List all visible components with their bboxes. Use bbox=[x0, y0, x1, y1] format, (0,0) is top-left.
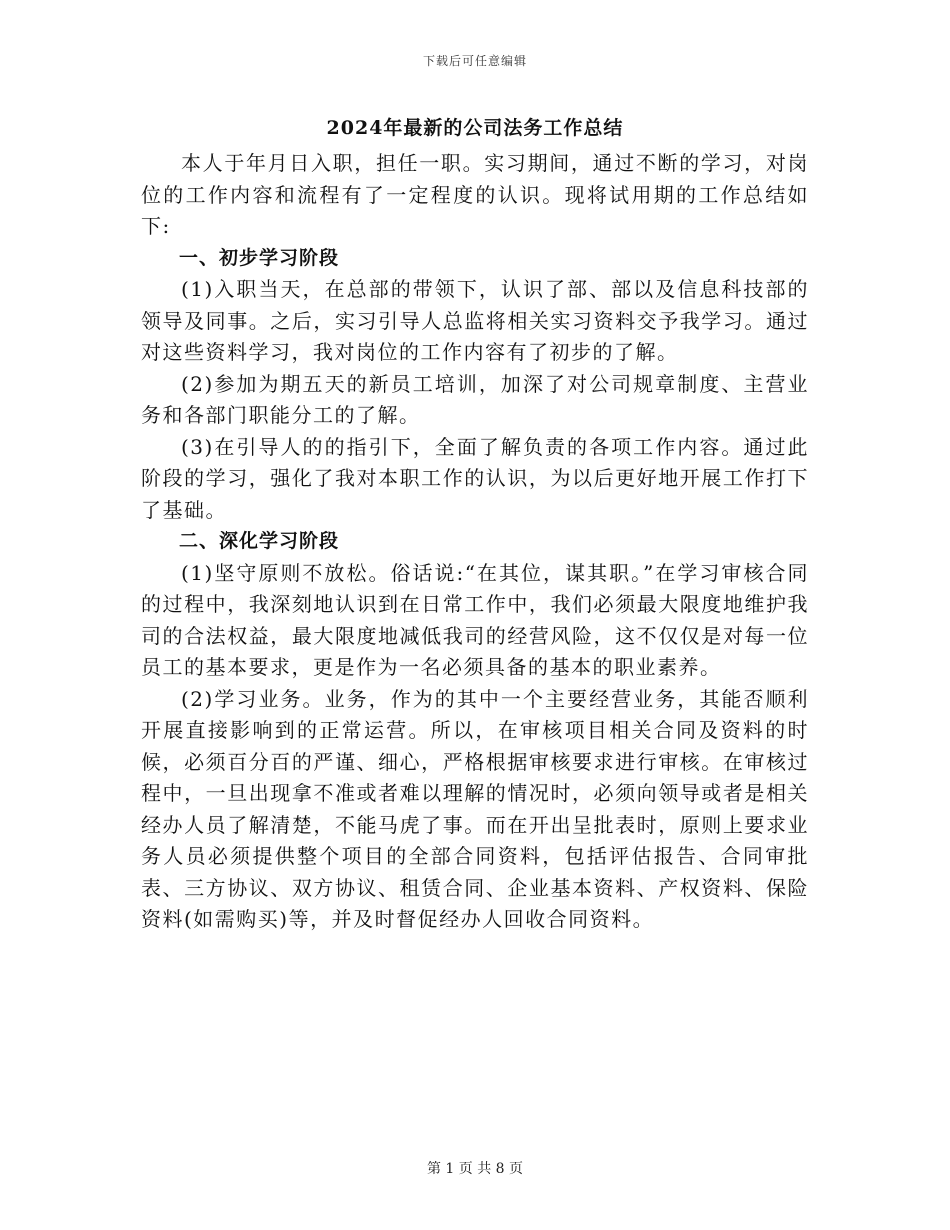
document-body bbox=[141, 148, 809, 936]
section-2-item-1: (1)坚守原则不放松。俗话说:“在其位，谋其职。”在学习审核合同的过程中，我深刻地认识到在日常工作中，我们必须最大限度地维护我司的合法权益，最大限度地减低我司的经营风险，这不仅仅是对每一位员工的基本要求，更是作为一名必须具备的基本的职业素养。 bbox=[141, 560, 809, 679]
intro-paragraph: 本人于年月日入职，担任一职。实习期间，通过不断的学习，对岗位的工作内容和流程有了一定程度的认识。现将试用期的工作总结如下: bbox=[141, 151, 809, 238]
document-title: 2024年最新的公司法务工作总结 bbox=[326, 117, 624, 139]
section-1-item-3: (3)在引导人的的指引下，全面了解负责的各项工作内容。通过此阶段的学习，强化了我对本职工作的认识，为以后更好地开展工作打下了基础。 bbox=[141, 434, 809, 522]
section-2-item-2: (2)学习业务。业务，作为的其中一个主要经营业务，其能否顺利开展直接影响到的正常运营。所以，在审核项目相关合同及资料的时候，必须百分百的严谨、细心，严格根据审核要求进行审核。在审核过程中，一旦出现拿不准或者难以理解的情况时，必须向领导或者是相关经办人员了解清楚，不能马虎了事。而在开出呈批表时，原则上要求业务人员必须提供整个项目的全部合同资料，包括评估报告、合同审批表、三方协议、双方协议、租赁合同、企业基本资料、产权资料、保险资料(如需购买)等，并及时督促经办人回收合同资料。 bbox=[141, 686, 809, 931]
section-1-item-2: (2)参加为期五天的新员工培训，加深了对公司规章制度、主营业务和各部门职能分工的了解。 bbox=[141, 371, 809, 427]
section-heading-1: 一、初步学习阶段 bbox=[179, 246, 340, 269]
section-heading-2: 二、深化学习阶段 bbox=[179, 530, 340, 552]
page-header-note: 下载后可任意编辑 bbox=[422, 54, 527, 68]
section-1-item-1: (1)入职当天，在总部的带领下，认识了部、部以及信息科技部的领导及同事。之后，实习引导人总监将相关实习资料交予我学习。通过对这些资料学习，我对岗位的工作内容有了初步的了解。 bbox=[141, 277, 809, 364]
page-number-indicator: 第 1 页 共 8 页 bbox=[426, 1161, 524, 1177]
